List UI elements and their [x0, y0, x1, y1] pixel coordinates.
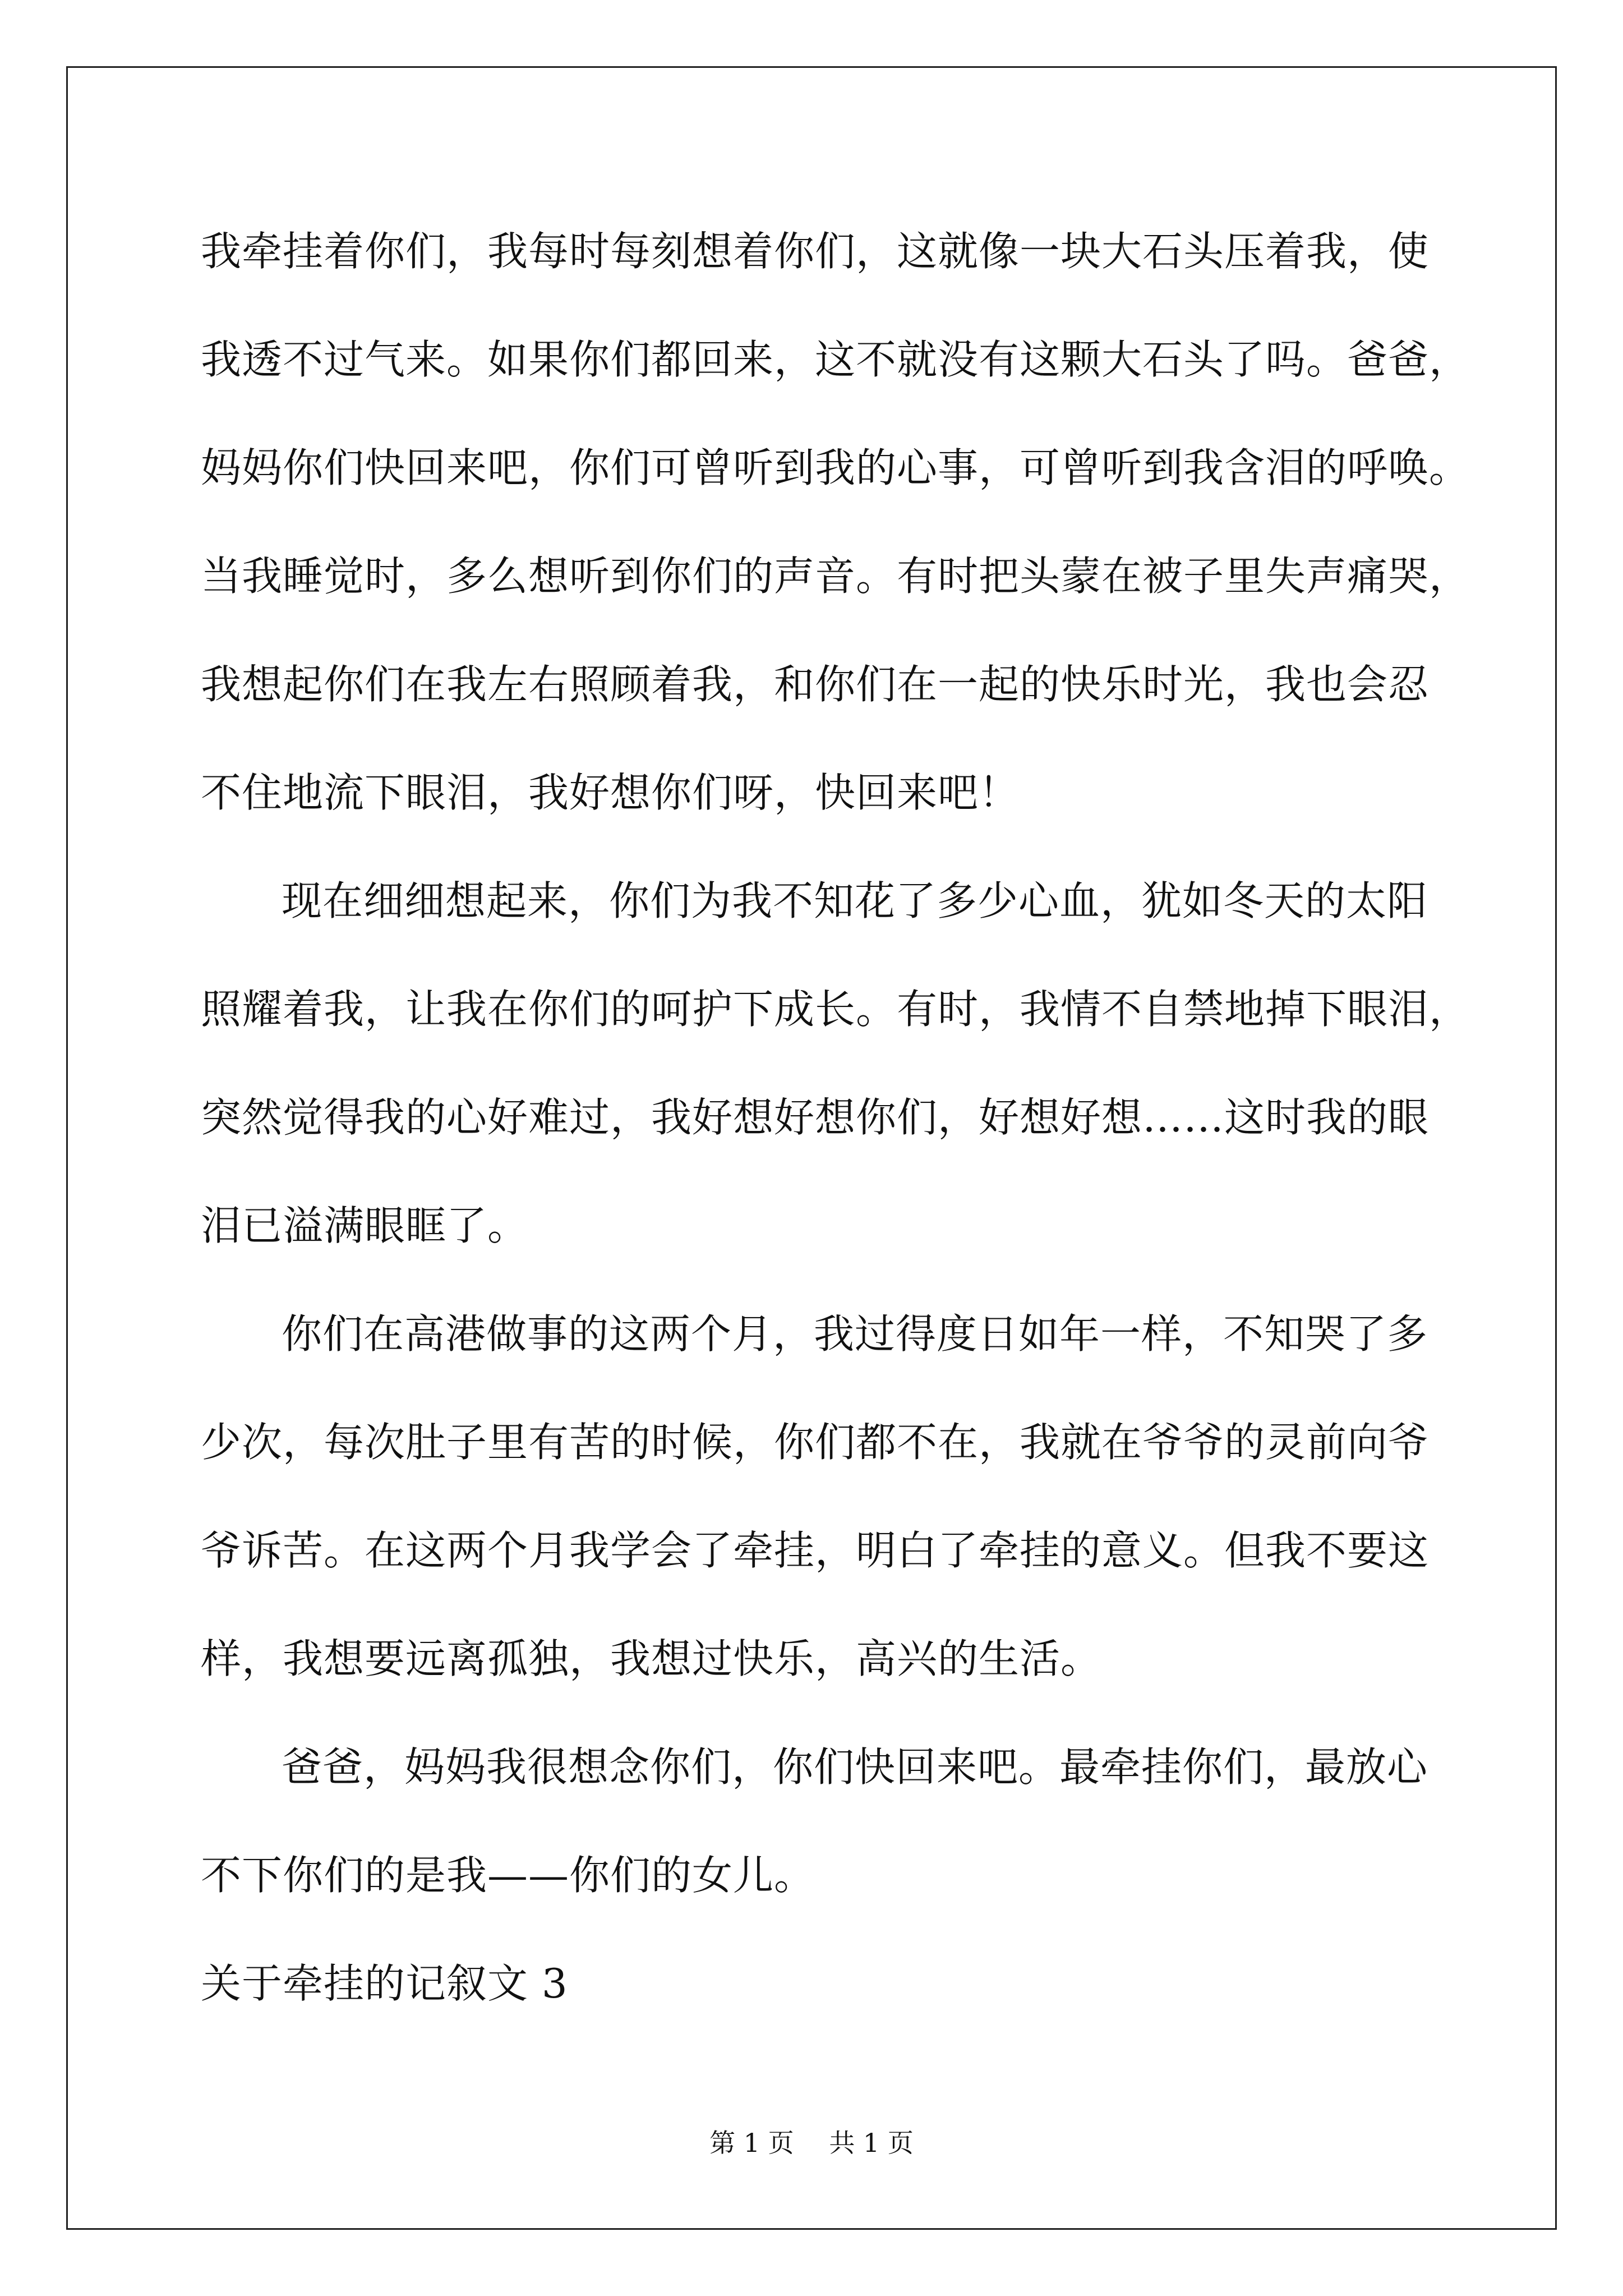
document-body [201, 197, 1470, 2038]
page-total: 共 1 页 [829, 2128, 914, 2158]
paragraph-start-line: 你们在高港做事的这两个月，我过得度日如年一样，不知哭了多 [282, 1310, 1428, 1358]
text-line: 照耀着我，让我在你们的呵护下成长。有时，我情不自禁地掉下眼泪， [201, 986, 1470, 1033]
text-line: 爷诉苦。在这两个月我学会了牵挂，明白了牵挂的意义。但我不要这 [201, 1527, 1430, 1574]
text-line: 不住地流下眼泪，我好想你们呀，快回来吧！ [201, 769, 1020, 816]
text-line: 不下你们的是我——你们的女儿。 [201, 1852, 815, 1899]
text-line: 少次，每次肚子里有苦的时候，你们都不在，我就在爷爷的灵前向爷 [201, 1419, 1430, 1466]
paragraph-start-line: 爸爸，妈妈我很想念你们，你们快回来吧。最牵挂你们，最放心 [282, 1743, 1428, 1791]
text-line: 当我睡觉时，多么想听到你们的声音。有时把头蒙在被子里失声痛哭， [201, 553, 1470, 600]
text-line: 突然觉得我的心好难过，我好想好想你们，好想好想……这时我的眼 [201, 1094, 1430, 1141]
page-footer [0, 2126, 1623, 2160]
page-number: 第 1 页 [709, 2128, 794, 2158]
section-heading: 关于牵挂的记叙文 3 [201, 1960, 568, 2007]
text-line: 样，我想要远离孤独，我想过快乐，高兴的生活。 [201, 1635, 1102, 1682]
paragraph-start-line: 现在细细想起来，你们为我不知花了多少心血，犹如冬天的太阳 [282, 877, 1428, 924]
text-line: 我牵挂着你们，我每时每刻想着你们，这就像一块大石头压着我，使 [201, 228, 1430, 275]
text-line: 我想起你们在我左右照顾着我，和你们在一起的快乐时光，我也会忍 [201, 661, 1430, 708]
text-line: 泪已溢满眼眶了。 [201, 1202, 529, 1249]
text-line: 妈妈你们快回来吧，你们可曾听到我的心事，可曾听到我含泪的呼唤。 [201, 444, 1470, 491]
text-line: 我透不过气来。如果你们都回来，这不就没有这颗大石头了吗。爸爸， [201, 336, 1470, 383]
